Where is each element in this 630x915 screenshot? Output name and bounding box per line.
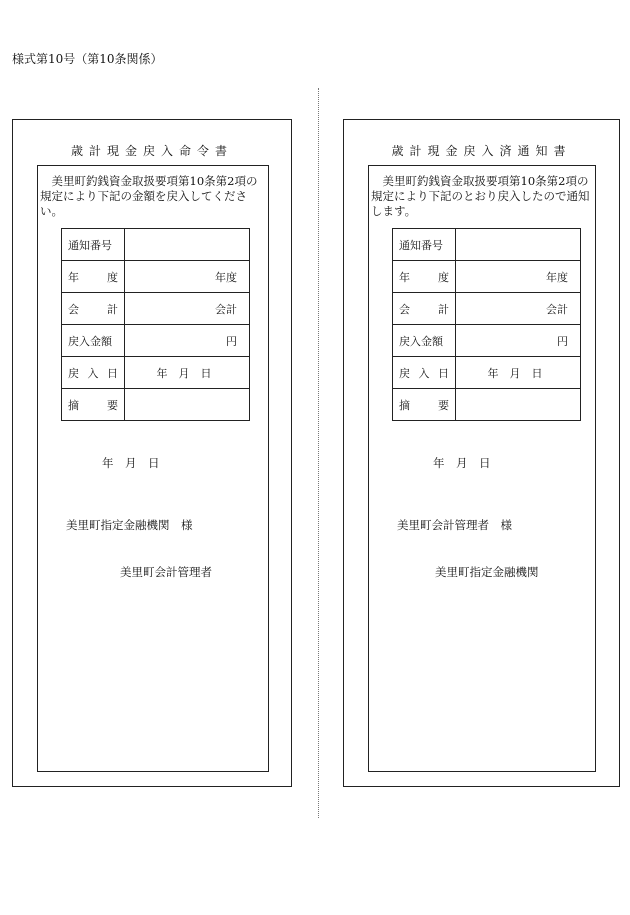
- value-account[interactable]: 会計: [125, 293, 250, 325]
- table-row: [62, 357, 250, 389]
- notice-form-sender: 美里町指定金融機関: [435, 565, 539, 579]
- label-remarks: 摘 要: [393, 389, 456, 421]
- command-form-panel: [12, 119, 292, 787]
- value-account[interactable]: 会計: [456, 293, 581, 325]
- command-form-sender: 美里町会計管理者: [120, 565, 212, 579]
- notice-form-body: [368, 165, 596, 772]
- command-form-intro: 美里町釣銭資金取扱要項第10条第2項の規定により下記の金額を戻入してください。: [40, 174, 258, 218]
- table-row: [393, 293, 581, 325]
- table-row: [393, 261, 581, 293]
- table-row: [62, 389, 250, 421]
- label-notice-number: 通知番号: [393, 229, 456, 261]
- command-form-table: [61, 228, 250, 421]
- label-account: 会 計: [62, 293, 125, 325]
- table-row: [393, 325, 581, 357]
- label-refund-amount: 戻入金額: [393, 325, 456, 357]
- table-row: [62, 229, 250, 261]
- label-refund-date: 戻入日: [393, 357, 456, 389]
- label-refund-date: 戻入日: [62, 357, 125, 389]
- table-row: [62, 261, 250, 293]
- notice-form-table: [392, 228, 581, 421]
- value-fiscal-year[interactable]: 年度: [456, 261, 581, 293]
- notice-form-date: 年 月 日: [433, 456, 491, 470]
- value-refund-date[interactable]: 年 月 日: [456, 357, 581, 389]
- table-row: [62, 293, 250, 325]
- value-notice-number[interactable]: [456, 229, 581, 261]
- table-row: [393, 389, 581, 421]
- command-form-body: [37, 165, 269, 772]
- value-notice-number[interactable]: [125, 229, 250, 261]
- command-form-title: 歳計現金戻入命令書: [70, 144, 233, 158]
- notice-form-intro: 美里町釣銭資金取扱要項第10条第2項の規定により下記のとおり戻入したので通知します。: [371, 174, 590, 218]
- value-remarks[interactable]: [456, 389, 581, 421]
- value-refund-date[interactable]: 年 月 日: [125, 357, 250, 389]
- table-row: [62, 325, 250, 357]
- notice-form-panel: [343, 119, 620, 787]
- value-remarks[interactable]: [125, 389, 250, 421]
- label-fiscal-year: 年 度: [393, 261, 456, 293]
- command-form-date: 年 月 日: [102, 456, 160, 470]
- label-refund-amount: 戻入金額: [62, 325, 125, 357]
- label-notice-number: 通知番号: [62, 229, 125, 261]
- command-form-addressee: 美里町指定金融機関 様: [66, 518, 193, 532]
- table-row: [393, 229, 581, 261]
- label-fiscal-year: 年 度: [62, 261, 125, 293]
- form-reference: 様式第10号（第10条関係）: [12, 52, 163, 66]
- notice-form-title: 歳計現金戻入済通知書: [391, 144, 572, 158]
- value-refund-amount[interactable]: 円: [456, 325, 581, 357]
- value-refund-amount[interactable]: 円: [125, 325, 250, 357]
- label-account: 会 計: [393, 293, 456, 325]
- value-fiscal-year[interactable]: 年度: [125, 261, 250, 293]
- label-remarks: 摘 要: [62, 389, 125, 421]
- table-row: [393, 357, 581, 389]
- notice-form-addressee: 美里町会計管理者 様: [397, 518, 512, 532]
- cut-line: [318, 88, 319, 818]
